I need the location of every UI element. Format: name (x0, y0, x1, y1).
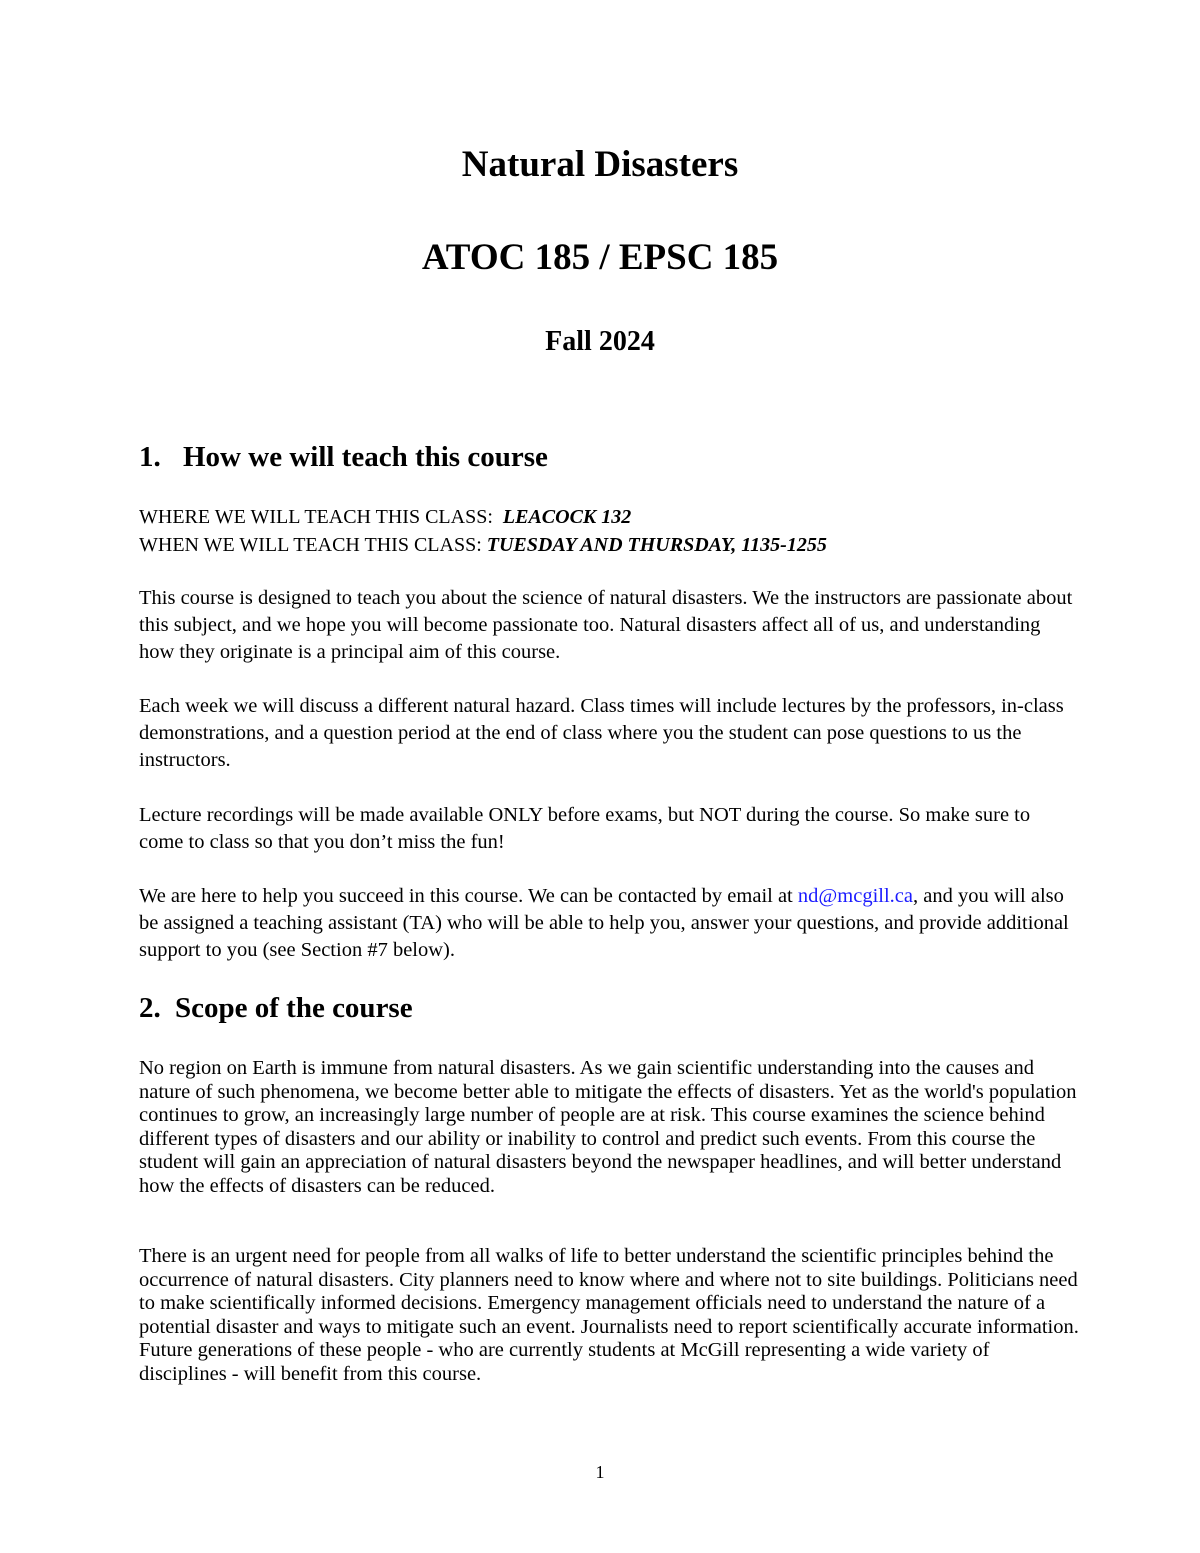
where-label: WHERE WE WILL TEACH THIS CLASS: (139, 506, 493, 528)
section-1-number: 1. (139, 441, 161, 473)
class-info (139, 503, 1079, 559)
section-2-paragraph-2: There is an urgent need for people from all walks of life to better understand the scientific principles behind the occurrence of natural disasters. City planners need to know where and where not to site buildings. Politicians need to make scientifically informed decisions. Emergency management officials need to understand the nature of a potential disaster and ways to mitigate such an event. Journalists need to report scientifically accurate information. Future generations of these people - who are currently students at McGill representing a wide variety of disciplines - will benefit from this course. (139, 1245, 1079, 1385)
course-code: ATOC 185 / EPSC 185 (421, 237, 779, 278)
page-number: 1 (595, 1462, 605, 1482)
section-1-title: How we will teach this course (183, 441, 548, 473)
document-title: Natural Disasters (461, 144, 739, 185)
contact-text: We are here to help you succeed in this course. We can be contacted by email at (139, 885, 798, 907)
section-1-paragraph-1: This course is designed to teach you about the science of natural disasters. We the instructors are passionate about this subject, and we hope you will become passionate too. Natural disasters affect all of us, and understanding how they originate is a principal aim of this course. (139, 587, 1073, 663)
contact-text-continued: , and you will also be assigned a teaching assistant (TA) who will be able to help you, answer your questions, and provide additional support to you (see Section #7 below). (139, 885, 1069, 961)
section-1-paragraph-2: Each week we will discuss a different natural hazard. Class times will include lectures by the professors, in-class demonstrations, and a question period at the end of class where you the student can pose questions to us the instructors. (139, 695, 1064, 771)
section-1-paragraph-3: Lecture recordings will be made available ONLY before exams, but NOT during the course. So make sure to come to class so that you don’t miss the fun! (139, 804, 1031, 853)
where-value: LEACOCK 132 (502, 506, 632, 528)
section-2-heading (139, 992, 413, 1025)
section-2-title: Scope of the course (175, 992, 413, 1024)
section-1-heading (139, 441, 548, 474)
when-label: WHEN WE WILL TEACH THIS CLASS: (139, 534, 482, 556)
when-line (139, 531, 1079, 559)
section-2-number: 2. (139, 992, 161, 1024)
where-line (139, 503, 1079, 531)
section-1-paragraph-4 (139, 883, 1079, 964)
section-2-paragraph-1: No region on Earth is immune from natural disasters. As we gain scientific understanding into the causes and nature of such phenomena, we become better able to mitigate the effects of disasters. Yet as the world's population continues to grow, an increasingly large number of people are at risk. This course examines the science behind different types of disasters and our ability or inability to control and predict such events. From this course the student will gain an appreciation of natural disasters beyond the newspaper headlines, and will better understand how the effects of disasters can be reduced. (139, 1057, 1077, 1197)
email-link[interactable]: nd@mcgill.ca (797, 885, 913, 907)
when-value: TUESDAY AND THURSDAY, 1135-1255 (486, 534, 827, 556)
term: Fall 2024 (545, 326, 655, 357)
